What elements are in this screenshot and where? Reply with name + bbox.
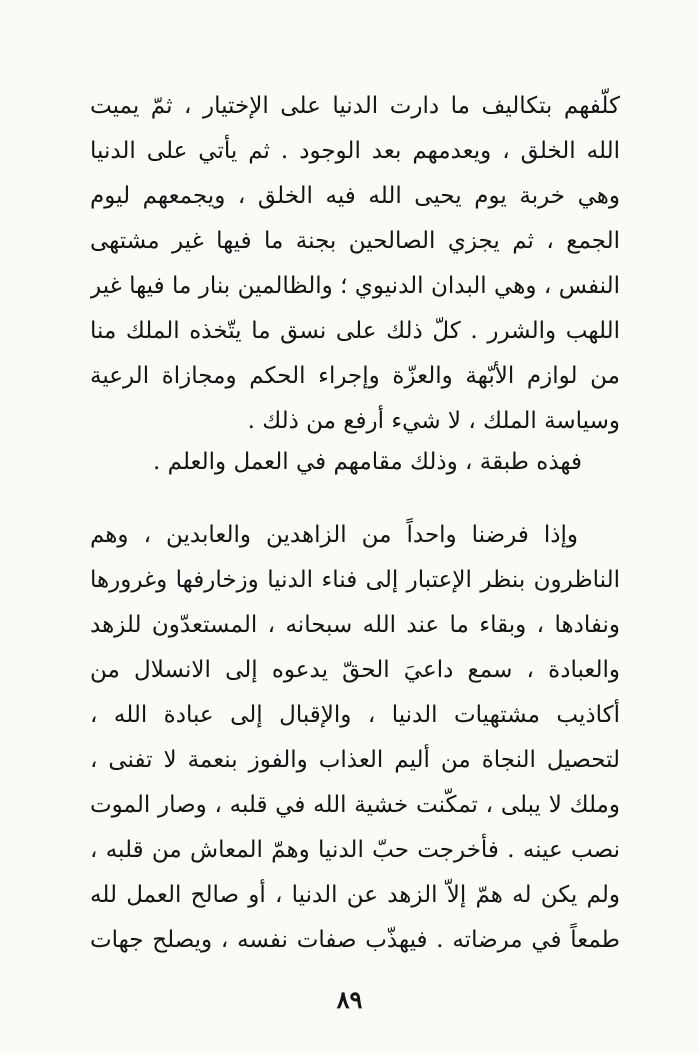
paragraph-1 bbox=[90, 84, 620, 444]
text-line: وسياسة الملك ، لا شيء أرفع من ذلك . bbox=[247, 408, 620, 434]
text-line: الله الخلق ، ويعدمهم بعد الوجود . ثم يأتي على الدنيا bbox=[90, 138, 620, 164]
text-line: لتحصيل النجاة من أليم العذاب والفوز بنعمة لا تفنى ، bbox=[90, 747, 620, 773]
text-line: طمعاً في مرضاته . فيهذّب صفات نفسه ، ويصلح جهات bbox=[90, 927, 620, 953]
text-line: وإذا فرضنا واحداً من الزاهدين والعابدين ، وهم bbox=[90, 522, 578, 548]
text-line: اللهب والشرر . كلّ ذلك على نسق ما يتّخذه الملك منا bbox=[90, 318, 620, 344]
text-line: ونفادها ، وبقاء ما عند الله سبحانه ، المستعدّون للزهد bbox=[90, 612, 620, 638]
text-line: كلّفهم بتكاليف ما دارت الدنيا على الإختيار ، ثمّ يميت bbox=[90, 93, 620, 119]
text-line: النفس ، وهي البدان الدنيوي ؛ والظالمين بنار ما فيها غير bbox=[90, 273, 620, 299]
text-line: من لوازم الأبّهة والعزّة وإجراء الحكم ومجازاة الرعية bbox=[90, 363, 620, 389]
text-line: وملك لا يبلى ، تمكّنت خشية الله في قلبه ، وصار الموت bbox=[90, 792, 620, 818]
paragraph-2 bbox=[90, 440, 582, 485]
text-line: ولم يكن له همّ إلاّ الزهد عن الدنيا ، أو صالح العمل لله bbox=[90, 882, 620, 908]
text-line: فهذه طبقة ، وذلك مقامهم في العمل والعلم . bbox=[153, 449, 582, 475]
page-number: ٨٩ bbox=[336, 985, 363, 1014]
text-line: وهي خربة يوم يحيى الله فيه الخلق ، ويجمعهم ليوم bbox=[90, 183, 620, 209]
text-line: أكاذيب مشتهيات الدنيا ، والإقبال إلى عبادة الله ، bbox=[90, 702, 620, 728]
paragraph-3 bbox=[90, 513, 620, 963]
text-line: والعبادة ، سمع داعيَ الحقّ يدعوه إلى الانسلال من bbox=[90, 657, 620, 683]
text-line: الجمع ، ثم يجزي الصالحين بجنة ما فيها غير مشتهى bbox=[90, 228, 620, 254]
text-line: نصب عينه . فأخرجت حبّ الدنيا وهمّ المعاش من قلبه ، bbox=[90, 837, 620, 863]
text-line: الناظرون بنظر الإعتبار إلى فناء الدنيا وزخارفها وغرورها bbox=[90, 567, 620, 593]
